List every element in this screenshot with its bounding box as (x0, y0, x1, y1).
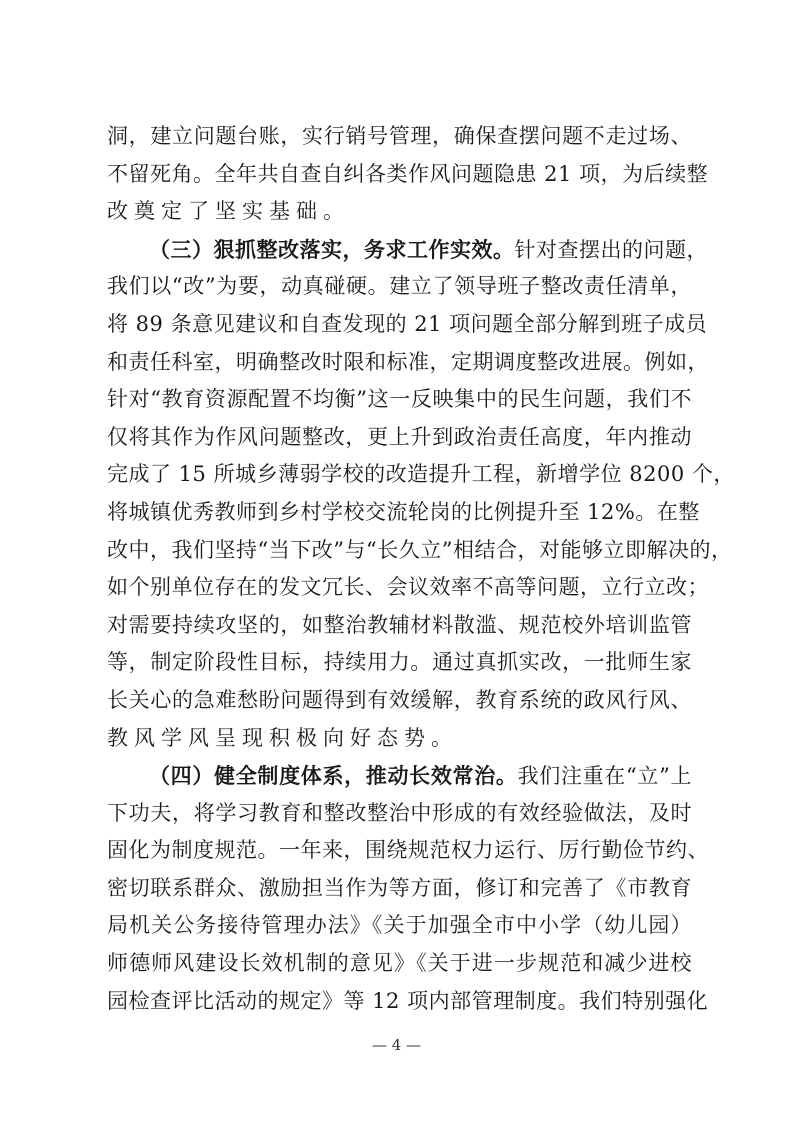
line-text: 洞，建立问题台账，实行销号管理，确保查摆问题不走过场、 (107, 124, 692, 148)
text-line (107, 832, 709, 870)
text-line (107, 231, 708, 269)
line-text: 如个别单位存在的发文冗长、会议效率不高等问题，立行立改； (107, 575, 709, 600)
line-text: 师德师风建设长效机制的意见》《关于进一步规范和减少进校 (107, 951, 692, 976)
line-text: 将 89 条意见建议和自查发现的 21 项问题全部分解到班子成员 (107, 311, 708, 336)
text-line (107, 344, 709, 382)
text-line (107, 682, 692, 720)
line-text: 完成了 15 所城乡薄弱学校的改造提升工程，新增学位 8200 个， (107, 462, 735, 487)
section-heading: （三）狠抓整改落实，务求工作实效。 (149, 236, 515, 262)
line-text: 仅将其作为作风问题整改，更上升到政治责任高度，年内推动 (107, 424, 692, 449)
line-text: 园检查评比活动的规定》等 12 项内部管理制度。我们特别强化 (107, 988, 709, 1013)
line-text: 密切联系群众、激励担当作为等方面，修订和完善了《市教育 (107, 875, 692, 900)
line-text: 和责任科室，明确整改时限和标准，定期调度整改进展。例如， (107, 349, 709, 374)
line-text: 等，制定阶段性目标，持续用力。通过真抓实改，一批师生家 (107, 650, 692, 675)
text-line (107, 306, 708, 344)
line-text: 针对查摆出的问题， (514, 237, 708, 262)
line-text: 局机关公务接待管理办法》《关于加强全市中小学（幼儿园） (107, 913, 692, 938)
text-line (107, 419, 692, 457)
line-text: 我们以“改”为要，动真碰硬。建立了领导班子整改责任清单， (107, 274, 692, 299)
text-line (107, 795, 692, 833)
text-line (107, 118, 692, 156)
text-line (107, 757, 692, 795)
text-line (107, 456, 735, 494)
text-line (107, 268, 692, 306)
line-text: 长关心的急难愁盼问题得到有效缓解，教育系统的政风行风、 (107, 687, 692, 712)
text-line (107, 381, 692, 419)
text-line (107, 945, 692, 983)
text-line (107, 870, 692, 908)
line-text: 改奠定了坚实基础。 (107, 199, 350, 224)
text-line (107, 907, 692, 945)
line-text: 固化为制度规范。一年来，围绕规范权力运行、厉行勤俭节约、 (107, 838, 709, 863)
text-line (107, 532, 733, 570)
text-line (107, 569, 709, 607)
line-text: 教风学风呈现积极向好态势。 (107, 725, 458, 750)
text-line (107, 494, 700, 532)
text-line (107, 193, 692, 231)
page-number: — 4 — (371, 1036, 422, 1054)
line-text: 不留死角。全年共自查自纠各类作风问题隐患 21 项，为后续整 (107, 161, 709, 186)
line-text: 针对“教育资源配置不均衡”这一反映集中的民生问题，我们不 (107, 387, 692, 412)
text-line (107, 983, 709, 1021)
line-text: 对需要持续攻坚的，如整治教辅材料散滥、规范校外培训监管 (107, 612, 692, 637)
line-text: 将城镇优秀教师到乡村学校交流轮岗的比例提升至 12%。在整 (107, 499, 700, 524)
line-text: 下功夫，将学习教育和整改整治中形成的有效经验做法，及时 (107, 800, 692, 825)
section-heading: （四）健全制度体系，推动长效常治。 (149, 763, 518, 789)
text-line (107, 720, 692, 758)
document-body (107, 118, 735, 1020)
line-text: 改中，我们坚持“当下改”与“长久立”相结合，对能够立即解决的， (107, 537, 733, 562)
text-line (107, 644, 692, 682)
line-text: 我们注重在“立”上 (517, 764, 692, 789)
text-line (107, 156, 709, 194)
text-line (107, 607, 692, 645)
